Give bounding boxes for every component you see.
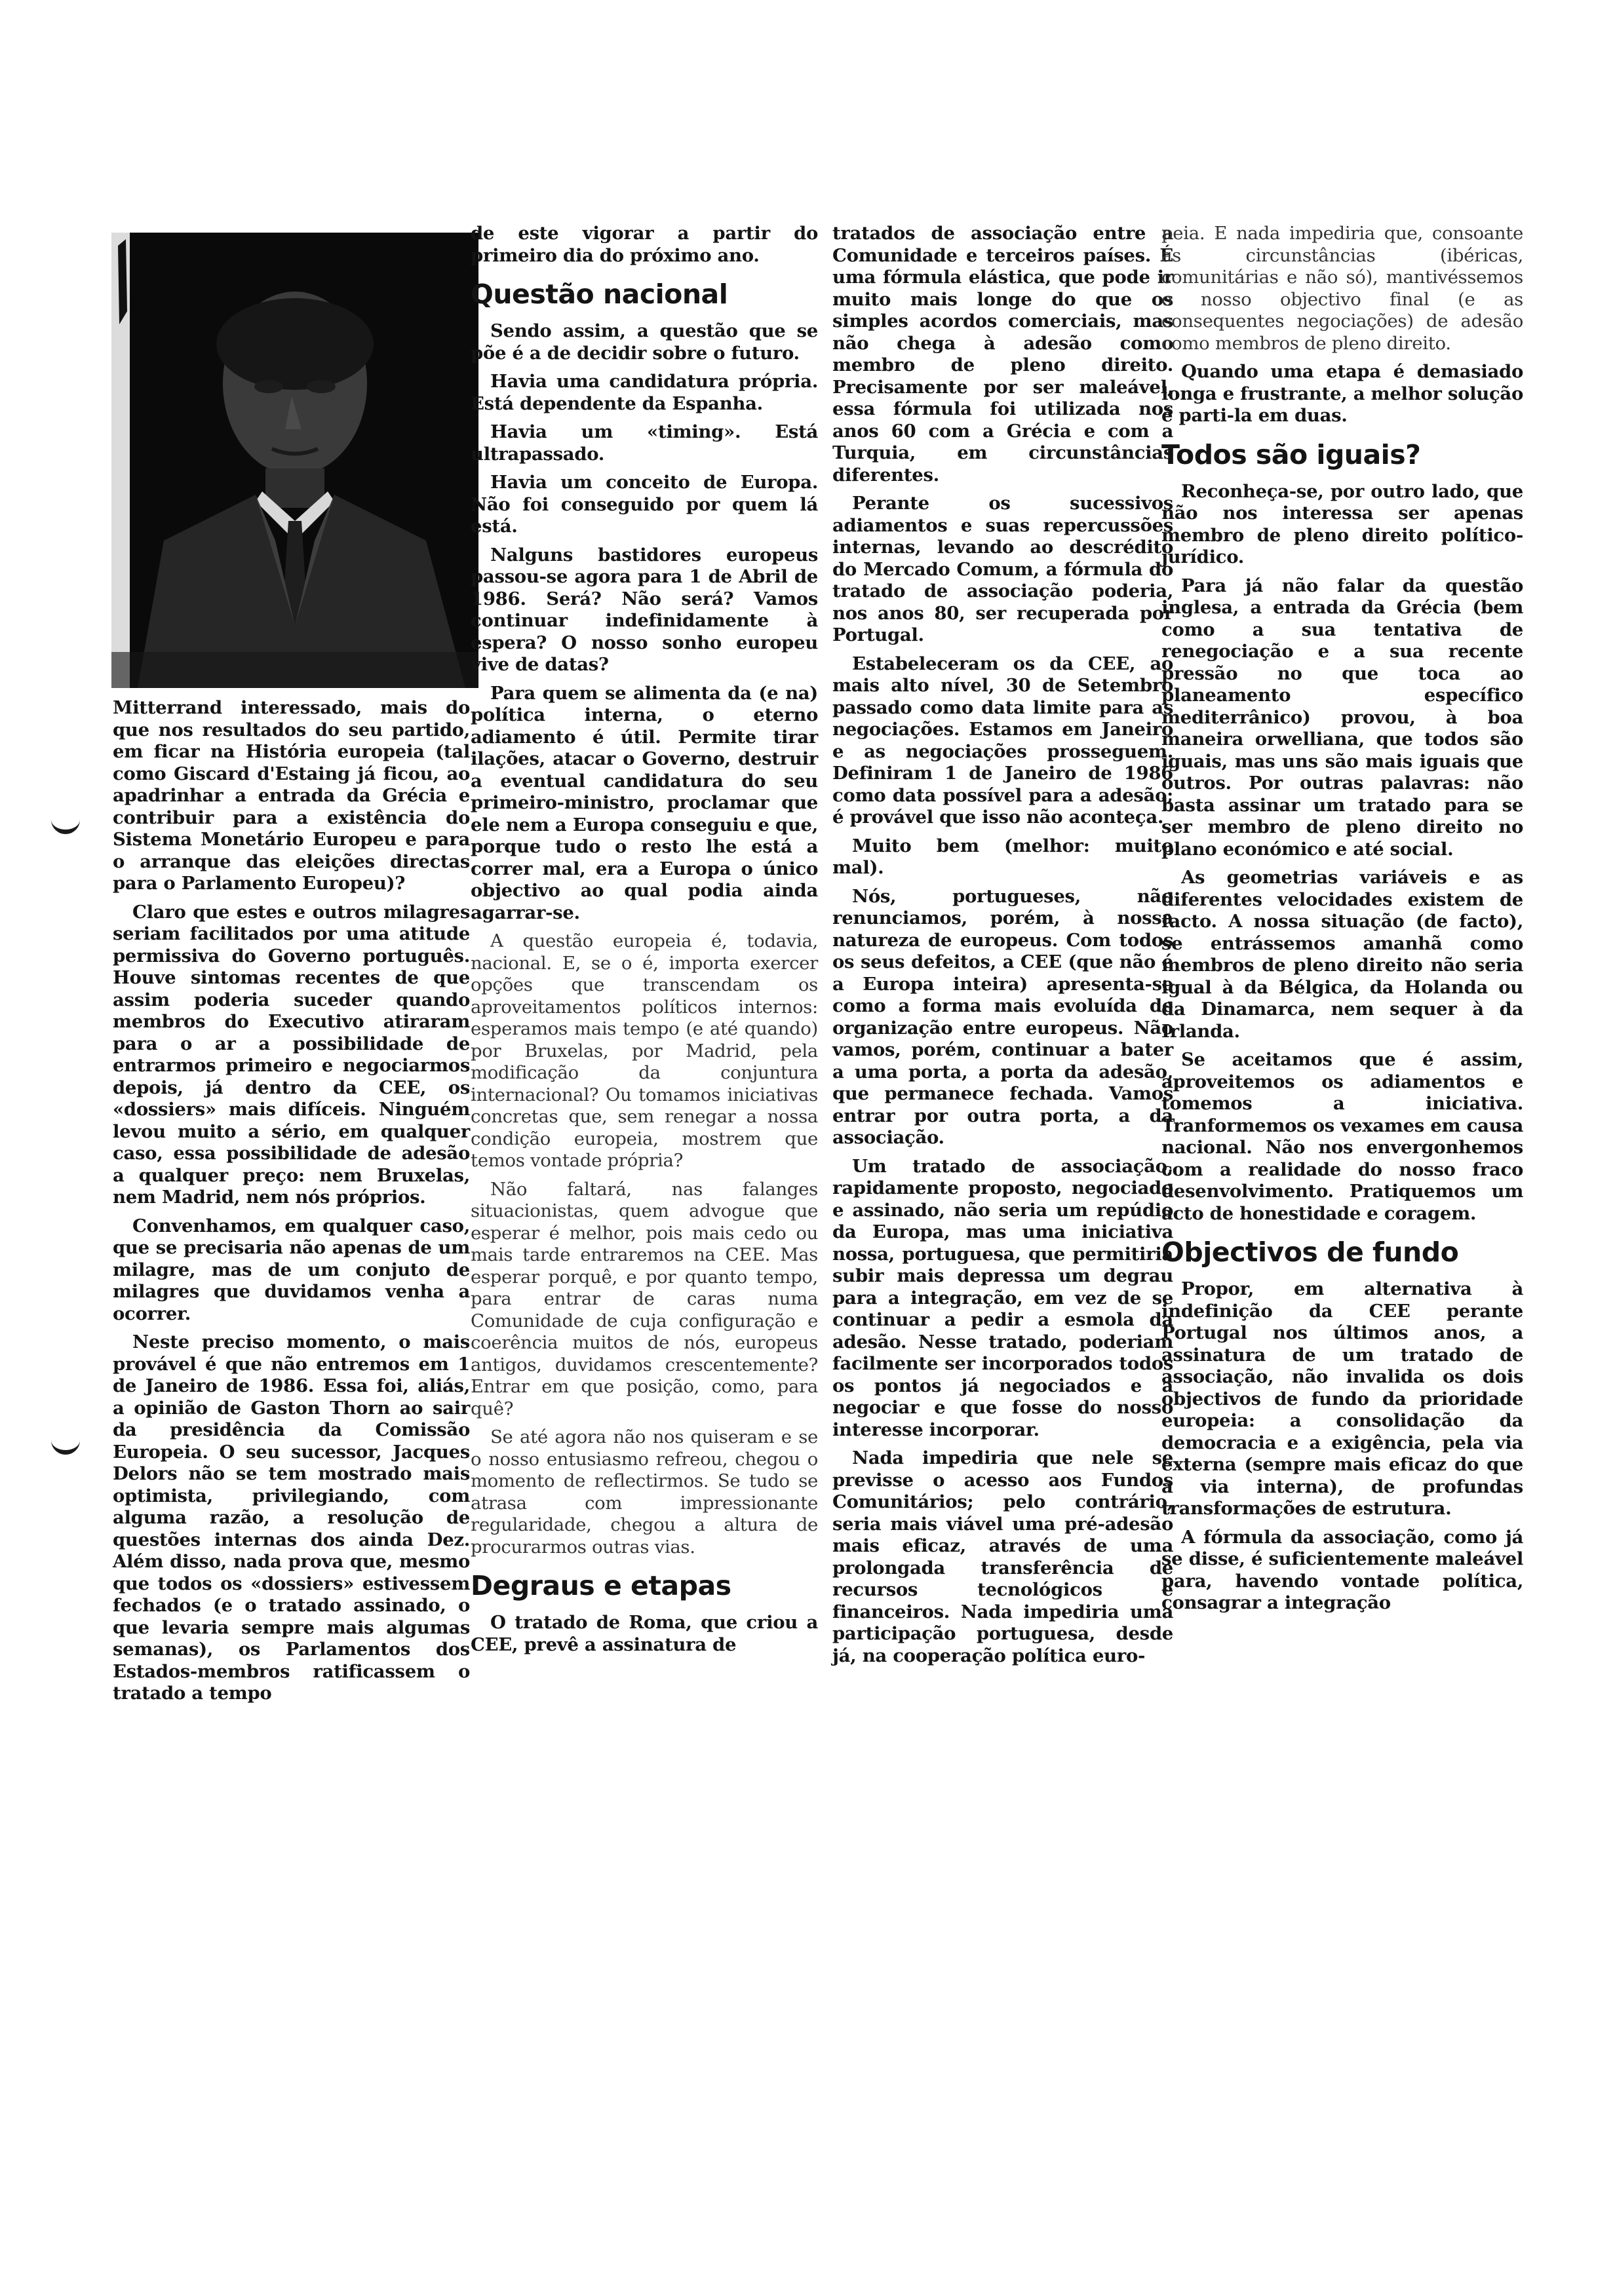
body-paragraph: Havia uma candidatura própria. Está dependente da Espanha. bbox=[471, 371, 818, 414]
body-paragraph: Não faltará, nas falanges situacionistas, quem advogue que esperar é melhor, pois mais cedo ou mais tarde entraremos na CEE. Mas esperar porquê, e por quanto tempo, para entrar de caras numa Comunidade de cuja configuração e coerência muitos de nós, europeus antigos, duvidamos crescentemente? Entrar em que posição, como, para quê? bbox=[471, 1178, 818, 1419]
body-paragraph: Um tratado de associação, rapidamente proposto, negociado e assinado, não seria um repúdio da Europa, mas uma iniciativa nossa, portuguesa, que permitiria subir mais depressa um degrau para a integração, em vez de se continuar a pedir a esmola da adesão. Nesse tratado, poderiam facilmente ser incorporados todos os pontos já negociados e a negociar e que fosse do nosso interesse incorporar. bbox=[832, 1155, 1173, 1440]
body-paragraph: Se até agora não nos quiseram e se o nosso entusiasmo refreou, chegou o momento de reflectirmos. Se tudo se atrasa com impressionante regularidade, chegou a altura de procurarmos outras vias. bbox=[471, 1426, 818, 1558]
portrait-photo bbox=[111, 233, 478, 688]
body-paragraph: Reconheça-se, por outro lado, que não nos interessa ser apenas membro de pleno direito político-jurídico. bbox=[1161, 480, 1523, 567]
body-paragraph: Neste preciso momento, o mais provável é que não entremos em 1 de Janeiro de 1986. Essa foi, aliás, a opinião de Gaston Thorn ao sair da presidência da Comissão Europeia. O seu sucessor, Jacques Delors não se tem mostrado mais optimista, privilegiando, com alguma razão, a resolução de questões internas dos ainda Dez. Além disso, nada prova que, mesmo que todos os «dossiers» estivessem fechados (e o tratado assinado, o que levaria sempre mais algumas semanas), os Parlamentos dos Estados-membros ratificassem o tratado a tempo bbox=[113, 1331, 470, 1704]
body-paragraph: As geometrias variáveis e as diferentes velocidades existem de facto. A nossa situação (de facto), se entrássemos amanhã como membros de pleno direito não seria igual à da Bélgica, da Holanda ou da Dinamarca, nem sequer à da Irlanda. bbox=[1161, 867, 1523, 1042]
body-paragraph: Muito bem (melhor: muito mal). bbox=[832, 835, 1173, 878]
portrait-photo-image bbox=[111, 233, 478, 688]
article-column-2 bbox=[471, 223, 818, 1662]
body-paragraph: peia. E nada impediria que, consoante as circunstâncias (ibéricas, comunitárias e não só), mantivéssemos o nosso objectivo final (e as consequentes negociações) de adesão como membros de pleno direito. bbox=[1161, 223, 1523, 354]
body-paragraph: A questão europeia é, todavia, nacional. E, se o é, importa exercer opções que transcendam os aproveitamentos políticos internos: esperamos mais tempo (e até quando) por Bruxelas, por Madrid, pela modificação da conjuntura internacional? Ou tomamos iniciativas concretas que, sem renegar a nossa condição europeia, mostrem que temos vontade própria? bbox=[471, 930, 818, 1171]
body-paragraph: Para já não falar da questão inglesa, a entrada da Grécia (bem como a sua tentativa de renegociação e a sua recente pressão no que toca ao planeamento específico mediterrânico) provou, à boa maneira orwelliana, que todos são iguais, mas uns são mais iguais que outros. Por outras palavras: não basta assinar um tratado para se ser membro de pleno direito no plano económico e até social. bbox=[1161, 575, 1523, 860]
body-paragraph: Claro que estes e outros milagres seriam facilitados por uma atitude permissiva do Governo português. Houve sintomas recentes de que assim poderia suceder quando membros do Executivo atiraram para o ar a possibilidade de entrarmos primeiro e negociarmos depois, já dentro da CEE, os «dossiers» mais difíceis. Ninguém levou muito a sério, em qualquer caso, essa possibilidade de adesão a qualquer preço: nem Bruxelas, nem Madrid, nem nós próprios. bbox=[113, 901, 470, 1208]
section-heading: Objectivos de fundo bbox=[1161, 1236, 1459, 1268]
body-paragraph: Propor, em alternativa à indefinição da CEE perante Portugal nos últimos anos, a assinatura de um tratado de associação, não invalida os dois objectivos de fundo da prioridade europeia: a consolidação da democracia e a exigência, pela via externa (sempre mais eficaz do que a via interna), de profundas transformações de estrutura. bbox=[1161, 1278, 1523, 1519]
body-paragraph: tratados de associação entre a Comunidade e terceiros países. É uma fórmula elástica, que pode ir muito mais longe do que os simples acordos comerciais, mas não chega à adesão como membro de pleno direito. Precisamente por ser maleável, essa fórmula foi utilizada nos anos 60 com a Grécia e com a Turquia, em circunstâncias diferentes. bbox=[832, 223, 1173, 486]
body-paragraph: de este vigorar a partir do primeiro dia do próximo ano. bbox=[471, 223, 818, 266]
article-column-4 bbox=[1161, 223, 1523, 1621]
body-paragraph: Para quem se alimenta da (e na) política interna, o eterno adiamento é útil. Permite tirar ilações, atacar o Governo, destruir a eventual candidatura do seu primeiro-ministro, proclamar que ele nem a Europa conseguiu e que, porque tudo o resto lhe está a correr mal, era a Europa o único objectivo ao qual podia ainda agarrar-se. bbox=[471, 682, 818, 923]
article-column-1 bbox=[113, 697, 470, 1712]
body-paragraph: Se aceitamos que é assim, aproveitemos os adiamentos e tomemos a iniciativa. Tranformemos os vexames em causa nacional. Não nos envergonhemos com a realidade do nosso fraco desenvolvimento. Pratiquemos um acto de honestidade e coragem. bbox=[1161, 1049, 1523, 1224]
body-paragraph: A fórmula da associação, como já se disse, é suficientemente maleável para, havendo vontade política, consagrar a integração bbox=[1161, 1526, 1523, 1613]
body-paragraph: Havia um conceito de Europa. Não foi conseguido por quem lá está. bbox=[471, 472, 818, 537]
body-paragraph: Quando uma etapa é demasiado longa e frustrante, a melhor solução é parti-la em duas. bbox=[1161, 361, 1523, 426]
section-heading: Questão nacional bbox=[471, 278, 728, 310]
binder-hole-mark bbox=[51, 811, 80, 834]
body-paragraph: Perante os sucessivos adiamentos e suas repercussões internas, levando ao descrédito do Mercado Comum, a fórmula do tratado de associação poderia, nos anos 80, ser recuperada por Portugal. bbox=[832, 493, 1173, 645]
article-column-3 bbox=[832, 223, 1173, 1674]
body-paragraph: Sendo assim, a questão que se põe é a de decidir sobre o futuro. bbox=[471, 320, 818, 364]
body-paragraph: Mitterrand interessado, mais do que nos resultados do seu partido, em ficar na História europeia (tal como Giscard d'Estaing já ficou, ao apadrinhar a entrada da Grécia e contribuir para a existência do Sistema Monetário Europeu e para o arranque das eleições directas para o Parlamento Europeu)? bbox=[113, 697, 470, 894]
body-paragraph: Nalguns bastidores europeus passou-se agora para 1 de Abril de 1986. Será? Não será? Vamos continuar indefinidamente à espera? O nosso sonho europeu vive de datas? bbox=[471, 544, 818, 675]
body-paragraph: O tratado de Roma, que criou a CEE, prevê a assinatura de bbox=[471, 1612, 818, 1655]
body-paragraph: Convenhamos, em qualquer caso, que se precisaria não apenas de um milagre, mas de um conjuto de milagres que duvidamos venha a ocorrer. bbox=[113, 1215, 470, 1324]
section-heading: Degraus e etapas bbox=[471, 1570, 731, 1601]
section-heading: Todos são iguais? bbox=[1161, 438, 1421, 470]
body-paragraph: Nós, portugueses, não renunciamos, porém, à nossa natureza de europeus. Com todos os seus defeitos, a CEE (que não é a Europa inteira) apresenta-se como a forma mais evoluída de organização entre europeus. Não vamos, porém, continuar a bater a uma porta, a porta da adesão, que permanece fechada. Vamos entrar por outra porta, a da associação. bbox=[832, 885, 1173, 1148]
body-paragraph: Havia um «timing». Está ultrapassado. bbox=[471, 421, 818, 465]
binder-hole-mark bbox=[51, 1432, 80, 1455]
body-paragraph: Estabeleceram os da CEE, ao mais alto nível, 30 de Setembro passado como data limite para as negociações. Estamos em Janeiro e as negociações prosseguem. Definiram 1 de Janeiro de 1986 como data possível para a adesão; é provável que isso não aconteça. bbox=[832, 653, 1173, 828]
body-paragraph: Nada impediria que nele se previsse o acesso aos Fundos Comunitários; pelo contrário, seria mais viável uma pré-adesão mais eficaz, através de uma prolongada transferência de recursos tecnológicos e financeiros. Nada impediria uma participação portuguesa, desde já, na cooperação política euro- bbox=[832, 1447, 1173, 1666]
